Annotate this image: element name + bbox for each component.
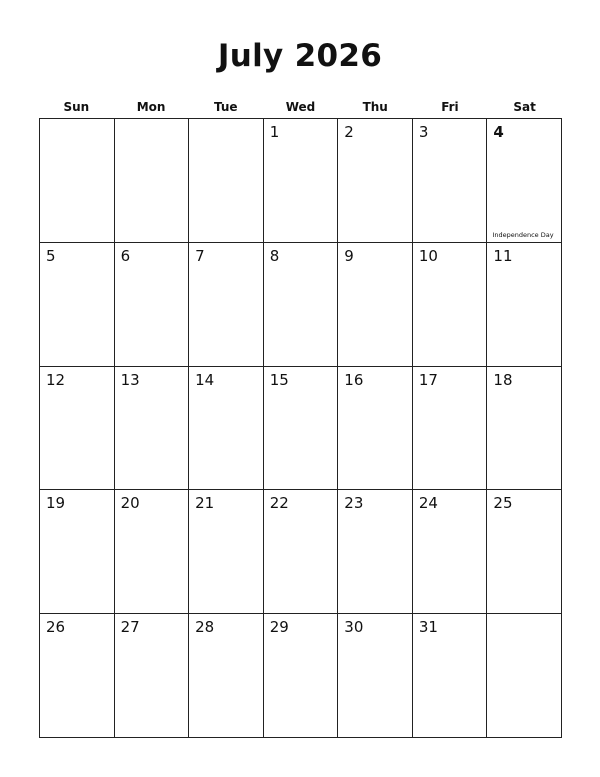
day-number: 7: [195, 246, 205, 265]
day-number: 18: [493, 370, 513, 389]
day-cell-2: [338, 119, 413, 243]
day-cell-7: [189, 243, 264, 367]
day-number: 31: [418, 618, 438, 637]
weekday-header-row: [39, 98, 562, 116]
day-number: 9: [344, 246, 354, 265]
day-cell-18: [487, 367, 562, 491]
day-cell-29: [264, 614, 339, 738]
day-cell-4: [487, 119, 562, 243]
holiday-label: Independence Day: [492, 230, 554, 239]
weekday-label-fri: Fri: [441, 100, 459, 114]
weekday-label-tue: Tue: [214, 100, 238, 114]
day-number: 8: [269, 246, 280, 265]
day-number: 16: [344, 370, 364, 389]
day-number: 10: [418, 246, 438, 265]
day-cell-15: [264, 367, 339, 491]
empty-day-cell: [189, 119, 264, 243]
day-number: 20: [120, 494, 140, 513]
day-cell-23: [338, 490, 413, 614]
calendar-title: July 2026: [217, 38, 383, 74]
day-number: 28: [195, 618, 215, 637]
empty-day-cell: [115, 119, 190, 243]
day-number: 3: [418, 123, 429, 141]
day-cell-11: [487, 243, 562, 367]
day-cell-26: [40, 614, 115, 738]
day-number: 26: [46, 618, 66, 637]
day-cell-28: [189, 614, 264, 738]
weekday-label-thu: Thu: [362, 100, 388, 114]
day-cell-3: [413, 119, 488, 243]
day-number: 12: [46, 370, 66, 389]
day-number: 27: [120, 618, 140, 637]
day-cell-27: [115, 614, 190, 738]
day-cell-1: [264, 119, 339, 243]
day-cell-5: [40, 243, 115, 367]
day-number: 17: [418, 370, 438, 389]
weekday-label-mon: Mon: [136, 100, 166, 114]
day-number: 15: [269, 370, 289, 389]
day-number: 22: [269, 494, 289, 513]
day-number: 23: [344, 494, 364, 513]
day-cell-20: [115, 490, 190, 614]
day-number: 19: [46, 494, 66, 513]
day-cell-13: [115, 367, 190, 491]
day-number: 6: [120, 246, 131, 265]
day-number: 25: [493, 494, 513, 513]
weekday-label-sat: Sat: [513, 100, 536, 114]
day-number: 11: [493, 246, 513, 265]
empty-day-cell: [40, 119, 115, 243]
day-cell-8: [264, 243, 339, 367]
day-number: 21: [195, 494, 215, 513]
day-cell-17: [413, 367, 488, 491]
weekday-label-wed: Wed: [285, 100, 316, 114]
day-number: 13: [120, 370, 140, 389]
day-cell-10: [413, 243, 488, 367]
day-number: 30: [344, 618, 364, 637]
weekday-label-sun: Sun: [63, 100, 90, 114]
day-number: 29: [269, 618, 289, 637]
day-cell-30: [338, 614, 413, 738]
day-cell-19: [40, 490, 115, 614]
day-cell-24: [413, 490, 488, 614]
calendar-grid: [39, 118, 562, 738]
day-number: 24: [418, 494, 438, 513]
day-number: 2: [344, 123, 354, 141]
day-cell-16: [338, 367, 413, 491]
day-cell-21: [189, 490, 264, 614]
day-number: 14: [195, 370, 215, 389]
day-number: 1: [269, 123, 280, 141]
day-cell-22: [264, 490, 339, 614]
day-cell-31: [413, 614, 488, 738]
day-cell-6: [115, 243, 190, 367]
day-cell-9: [338, 243, 413, 367]
day-cell-14: [189, 367, 264, 491]
day-number: 4: [493, 123, 504, 141]
empty-day-cell: [487, 614, 562, 738]
day-cell-12: [40, 367, 115, 491]
day-cell-25: [487, 490, 562, 614]
day-number: 5: [46, 246, 56, 265]
